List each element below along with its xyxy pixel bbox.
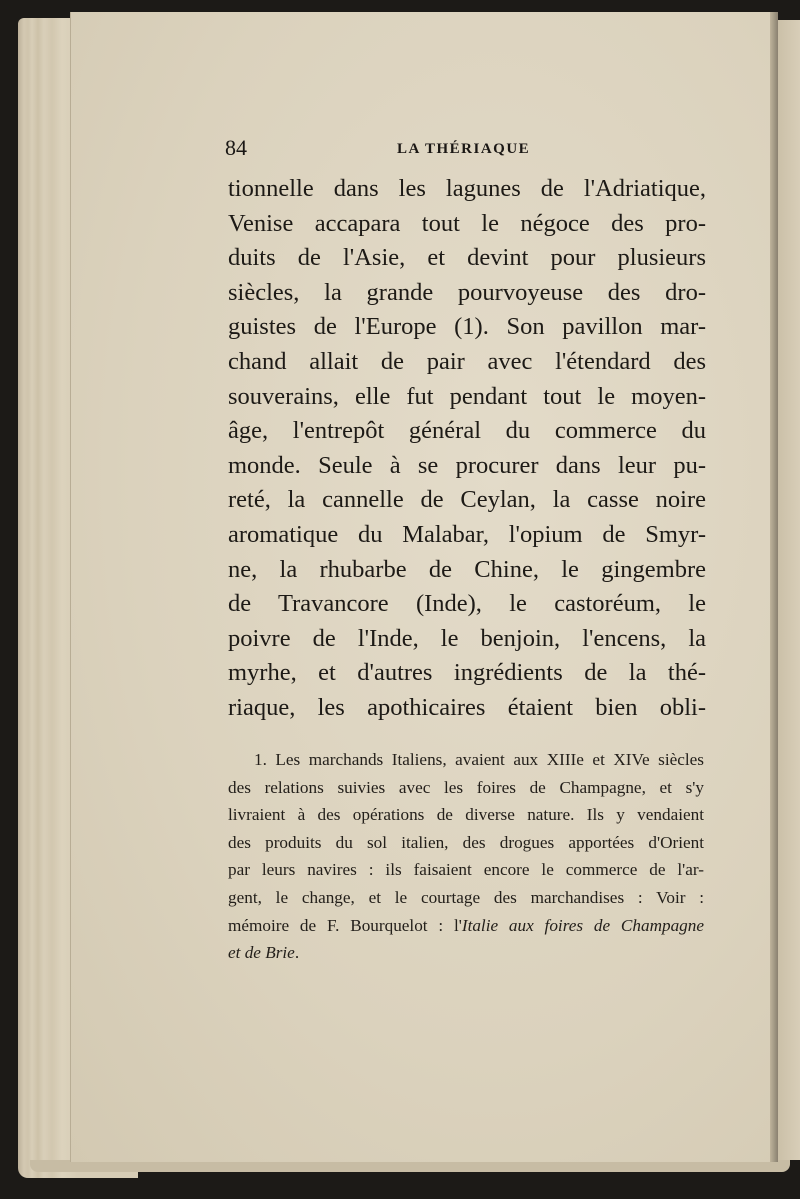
footnote-line: livraient à des opérations de diverse nature. Ils y vendaient <box>228 805 704 825</box>
body-line: aromatique du Malabar, l'opium de Smyr- <box>228 520 706 548</box>
body-line: ne, la rhubarbe de Chine, le gingembre <box>228 555 706 583</box>
footnote-line: 1. Les marchands Italiens, avaient aux XIIIe et XIVe siècles <box>254 750 704 769</box>
footnote-line: par leurs navires : ils faisaient encore le commerce de l'ar- <box>228 860 704 880</box>
body-line: âge, l'entrepôt général du commerce du <box>228 417 706 445</box>
page-number: 84 <box>225 135 247 160</box>
body-line: poivre de l'Inde, le benjoin, l'encens, la <box>228 624 706 652</box>
body-line: monde. Seule à se procurer dans leur pu- <box>228 451 706 479</box>
footnote-line <box>228 939 704 967</box>
footnote-line <box>228 912 704 940</box>
body-line: siècles, la grande pourvoyeuse des dro- <box>228 278 706 306</box>
footnote-book-title: Italie aux foires de Champagne <box>461 915 704 935</box>
body-text <box>228 172 706 726</box>
body-line: reté, la cannelle de Ceylan, la casse noire <box>228 486 706 514</box>
body-line: tionnelle dans les lagunes de l'Adriatique, <box>228 175 706 202</box>
body-line: Venise accapara tout le négoce des pro- <box>228 209 706 237</box>
body-line: chand allait de pair avec l'étendard des <box>228 347 706 375</box>
footnote-text: mémoire de F. Bourquelot : l' <box>228 915 462 935</box>
footnote-line: des produits du sol italien, des drogues apportées d'Orient <box>228 832 704 852</box>
footnote-line: gent, le change, et le courtage des marchandises : Voir : <box>228 887 704 907</box>
running-title: LA THÉRIAQUE <box>397 141 531 157</box>
body-line: souverains, elle fut pendant tout le moyen- <box>228 382 706 410</box>
footnote-text-end: . <box>294 943 300 963</box>
page-header <box>225 135 705 167</box>
body-line: riaque, les apothicaires étaient bien obli- <box>228 693 706 721</box>
body-line: myrhe, et d'autres ingrédients de la thé- <box>228 659 706 687</box>
footnote-line: des relations suivies avec les foires de Champagne, et s'y <box>228 777 704 797</box>
body-line: guistes de l'Europe (1). Son pavillon mar- <box>228 313 706 341</box>
footnote-book-title-end: et de Brie <box>228 943 295 963</box>
footnote <box>228 746 704 967</box>
body-line: duits de l'Asie, et devint pour plusieurs <box>228 244 706 272</box>
gutter-shadow <box>770 12 778 1162</box>
facing-page-edge <box>778 20 800 1160</box>
body-line: de Travancore (Inde), le castoréum, le <box>228 590 706 618</box>
